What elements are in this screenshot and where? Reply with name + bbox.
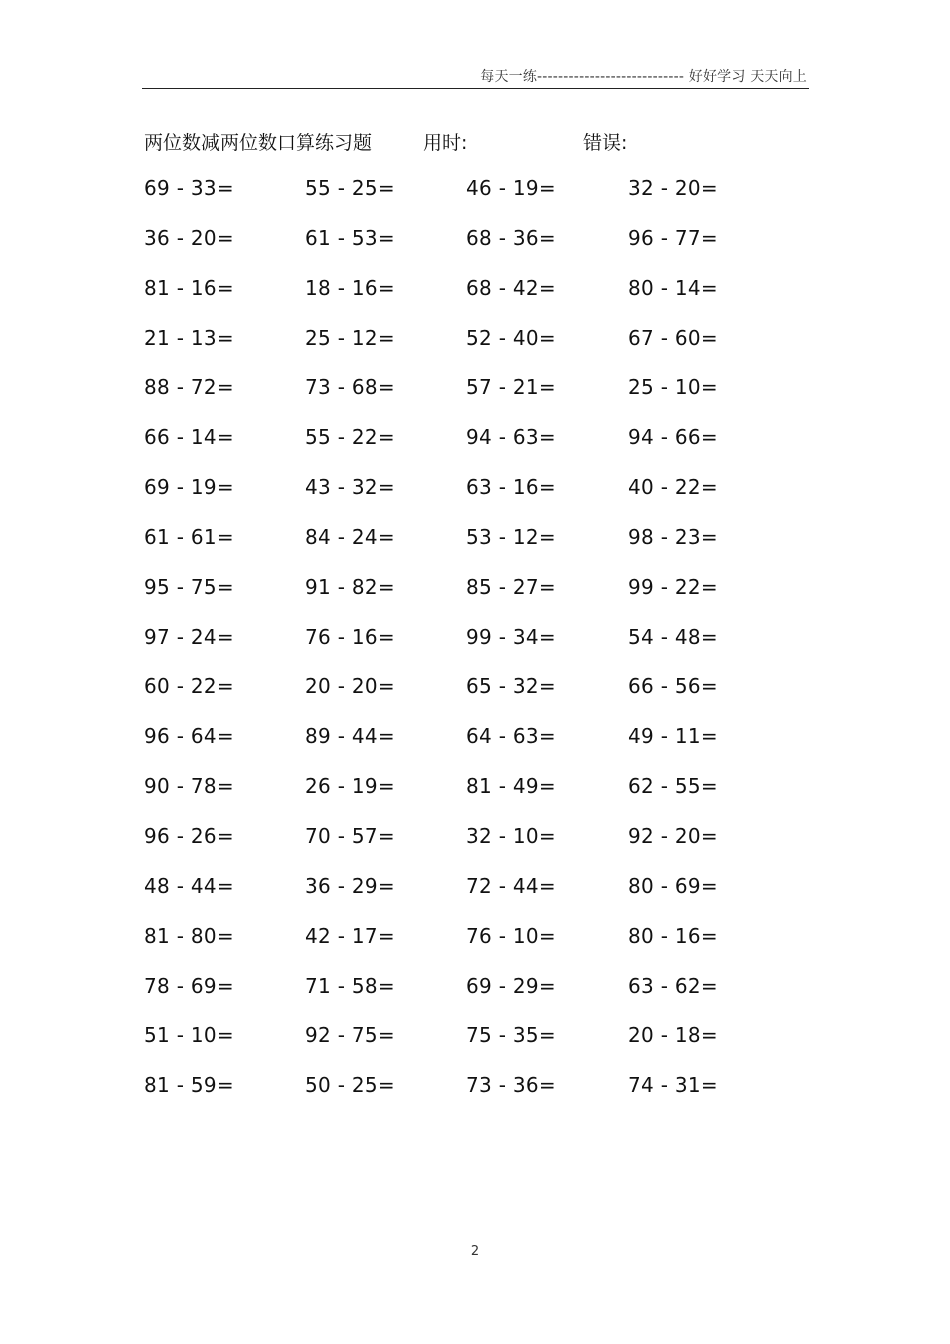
problem-item: 18 - 16= xyxy=(305,275,395,300)
problem-item: 65 - 32= xyxy=(466,674,556,699)
problem-item: 63 - 62= xyxy=(628,973,718,998)
problem-row xyxy=(144,974,784,1024)
problem-item: 25 - 10= xyxy=(628,375,718,400)
problem-item: 91 - 82= xyxy=(305,574,395,599)
problem-row xyxy=(144,774,784,824)
problem-item: 67 - 60= xyxy=(628,325,718,350)
problem-row xyxy=(144,276,784,326)
problem-item: 40 - 22= xyxy=(628,475,718,500)
problem-item: 43 - 32= xyxy=(305,475,395,500)
problem-item: 42 - 17= xyxy=(305,923,395,948)
problem-row xyxy=(144,674,784,724)
problem-item: 25 - 12= xyxy=(305,325,395,350)
problem-item: 64 - 63= xyxy=(466,724,556,749)
problem-row xyxy=(144,1073,784,1123)
problem-row xyxy=(144,475,784,525)
problem-item: 69 - 33= xyxy=(144,176,234,200)
problem-item: 84 - 24= xyxy=(305,524,395,549)
time-label: 用时: xyxy=(423,132,468,154)
problem-item: 61 - 53= xyxy=(305,225,395,250)
problem-item: 32 - 10= xyxy=(466,823,556,848)
problem-row xyxy=(144,375,784,425)
problem-row xyxy=(144,176,784,226)
problem-item: 66 - 14= xyxy=(144,425,234,450)
problem-item: 98 - 23= xyxy=(628,524,718,549)
problem-row xyxy=(144,326,784,376)
problem-item: 96 - 77= xyxy=(628,225,718,250)
problem-row xyxy=(144,425,784,475)
problem-item: 96 - 64= xyxy=(144,724,234,749)
problem-item: 73 - 68= xyxy=(305,375,395,400)
problem-item: 81 - 49= xyxy=(466,774,556,799)
problem-item: 63 - 16= xyxy=(466,475,556,500)
problem-item: 49 - 11= xyxy=(628,724,718,749)
problem-item: 72 - 44= xyxy=(466,873,556,898)
problem-item: 76 - 10= xyxy=(466,923,556,948)
problem-item: 71 - 58= xyxy=(305,973,395,998)
problem-row xyxy=(144,625,784,675)
problem-item: 81 - 16= xyxy=(144,275,234,300)
problem-item: 81 - 59= xyxy=(144,1073,234,1098)
problem-item: 26 - 19= xyxy=(305,774,395,799)
problem-item: 62 - 55= xyxy=(628,774,718,799)
problem-item: 68 - 42= xyxy=(466,275,556,300)
problem-item: 61 - 61= xyxy=(144,524,234,549)
page-header xyxy=(142,62,809,89)
problem-item: 20 - 18= xyxy=(628,1023,718,1048)
problem-item: 50 - 25= xyxy=(305,1073,395,1098)
problem-item: 78 - 69= xyxy=(144,973,234,998)
problem-item: 94 - 66= xyxy=(628,425,718,450)
problem-row xyxy=(144,575,784,625)
problem-item: 89 - 44= xyxy=(305,724,395,749)
problem-item: 99 - 22= xyxy=(628,574,718,599)
problem-item: 54 - 48= xyxy=(628,624,718,649)
problem-item: 20 - 20= xyxy=(305,674,395,699)
problem-item: 60 - 22= xyxy=(144,674,234,699)
problem-row xyxy=(144,1023,784,1073)
problem-item: 92 - 20= xyxy=(628,823,718,848)
problem-item: 73 - 36= xyxy=(466,1073,556,1098)
title-row xyxy=(144,128,784,158)
header-text: 每天一练---------------------------- 好好学习 天天向上 xyxy=(480,69,807,85)
problem-item: 21 - 13= xyxy=(144,325,234,350)
worksheet-title: 两位数减两位数口算练习题 xyxy=(144,132,373,154)
problem-row xyxy=(144,724,784,774)
problem-item: 55 - 22= xyxy=(305,425,395,450)
problem-item: 80 - 16= xyxy=(628,923,718,948)
problem-item: 46 - 19= xyxy=(466,176,556,200)
problem-row xyxy=(144,874,784,924)
problem-item: 32 - 20= xyxy=(628,176,718,200)
problem-item: 99 - 34= xyxy=(466,624,556,649)
problem-item: 97 - 24= xyxy=(144,624,234,649)
problem-item: 74 - 31= xyxy=(628,1073,718,1098)
problem-row xyxy=(144,226,784,276)
problem-item: 81 - 80= xyxy=(144,923,234,948)
problem-item: 80 - 69= xyxy=(628,873,718,898)
problem-row xyxy=(144,824,784,874)
problem-item: 85 - 27= xyxy=(466,574,556,599)
problem-item: 95 - 75= xyxy=(144,574,234,599)
problem-item: 55 - 25= xyxy=(305,176,395,200)
problem-item: 51 - 10= xyxy=(144,1023,234,1048)
problem-row xyxy=(144,924,784,974)
problem-item: 80 - 14= xyxy=(628,275,718,300)
problem-item: 52 - 40= xyxy=(466,325,556,350)
problem-item: 53 - 12= xyxy=(466,524,556,549)
problem-grid xyxy=(144,176,784,1123)
problem-item: 66 - 56= xyxy=(628,674,718,699)
problem-item: 96 - 26= xyxy=(144,823,234,848)
problem-item: 69 - 19= xyxy=(144,475,234,500)
problem-item: 69 - 29= xyxy=(466,973,556,998)
problem-item: 90 - 78= xyxy=(144,774,234,799)
problem-item: 88 - 72= xyxy=(144,375,234,400)
problem-item: 48 - 44= xyxy=(144,873,234,898)
problem-item: 68 - 36= xyxy=(466,225,556,250)
problem-item: 70 - 57= xyxy=(305,823,395,848)
problem-item: 36 - 20= xyxy=(144,225,234,250)
problem-item: 36 - 29= xyxy=(305,873,395,898)
problem-item: 75 - 35= xyxy=(466,1023,556,1048)
problem-row xyxy=(144,525,784,575)
problem-item: 92 - 75= xyxy=(305,1023,395,1048)
page-number: 2 xyxy=(470,1244,480,1259)
problem-item: 94 - 63= xyxy=(466,425,556,450)
error-label: 错误: xyxy=(583,132,628,154)
problem-item: 57 - 21= xyxy=(466,375,556,400)
problem-item: 76 - 16= xyxy=(305,624,395,649)
